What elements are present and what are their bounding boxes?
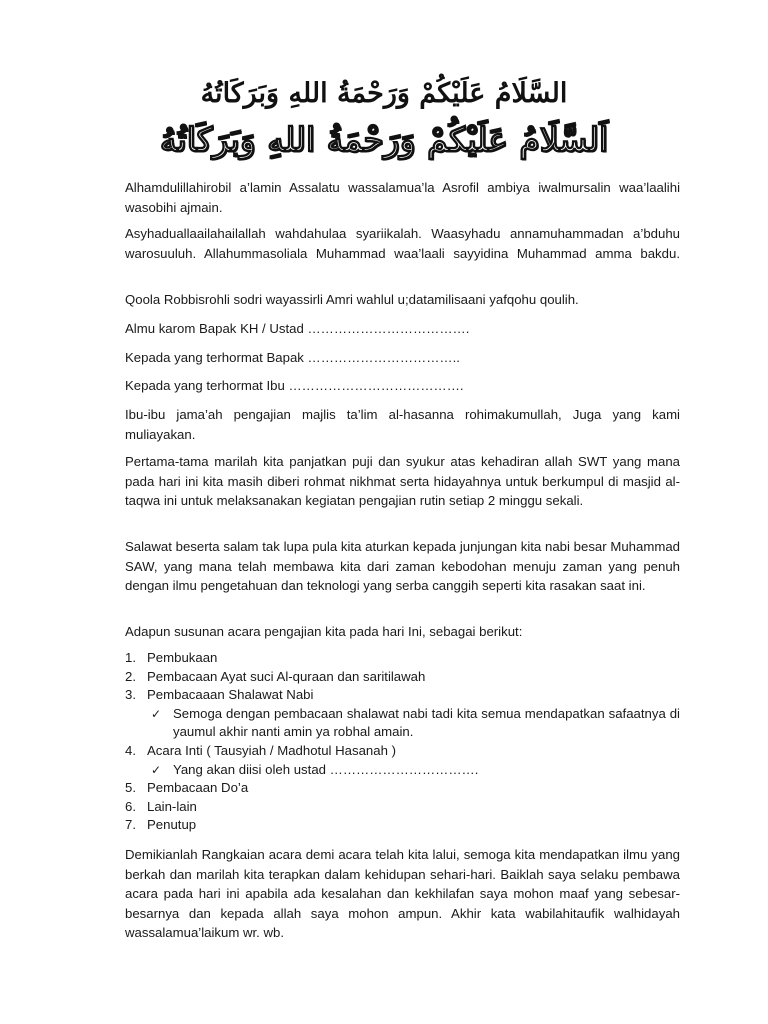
- list-item: [125, 686, 680, 705]
- paragraph-pertama: Pertama-tama marilah kita panjatkan puji dan syukur atas kehadiran allah SWT yang mana pada hari ini kita masih diberi rohmat nikhmat serta hidayahnya untuk berkumpul di masjid al-taqwa ini untuk melaksanakan kegiatan pengajian rutin setiap 2 minggu sekali.: [125, 454, 680, 509]
- list-item: [125, 816, 680, 835]
- item-number: 4.: [125, 742, 136, 758]
- paragraph-demikianlah: Demikianlah Rangkaian acara demi acara telah kita lalui, semoga kita mendapatkan ilmu yang berkah dan marilah kita terapkan dalam kehidupan sehari-hari. Baiklah saya selaku pembawa acara pada hari ini apabila ada kesalahan dan kekhilafan saya mohon maaf yang sebesar-besarnya dan kepada allah saya mohon ampun. Akhir kata wabilahitaufik walhidayah wassalamua’laikum wr. wb.: [125, 847, 680, 941]
- closing-paragraph: [125, 845, 680, 943]
- sub-list-item: [125, 705, 680, 742]
- arabic-greeting-line-1: السَّلَامُ عَلَيْكُمْ وَرَحْمَةُ اللهِ وَبَرَكَاتُهُ: [200, 78, 568, 109]
- item-number: 1.: [125, 650, 136, 665]
- list-item: [125, 798, 680, 817]
- paragraph-hamdalah: Alhamdulillahirobil a’lamin Assalatu wassalamua’la Asrofil ambiya iwalmursalin waa’laalihi wasobihi ajmain.: [125, 180, 680, 215]
- item-number: 2.: [125, 668, 136, 684]
- agenda-intro: [125, 622, 680, 642]
- list-item: [125, 742, 680, 761]
- item-text: Pembacaan Ayat suci Al-quraan dan saritilawah: [147, 668, 426, 684]
- paragraph-salawat: Salawat beserta salam tak lupa pula kita aturkan kepada junjungan kita nabi besar Muhammad SAW, yang mana telah membawa kita dari zaman kebodohan menuju zaman yang penuh dengan ilmu pengetahuan dan teknologi yang serba canggih seperti kita rasakan saat ini.: [125, 539, 680, 594]
- list-item: [125, 779, 680, 798]
- checkmark-icon: ✓: [151, 706, 162, 721]
- list-item: [125, 668, 680, 687]
- paragraph-syahadat: Asyhaduallaailahailallah wahdahulaa syariikalah. Waasyhadu annamuhammadan a’bduhu warosuuluh. Allahummasoliala Muhammad waa’laali sayyidina Muhammad amma bakdu.: [125, 226, 680, 261]
- salawat-paragraph: [125, 537, 680, 596]
- paragraph-jamaah: Ibu-ibu jama’ah pengajian majlis ta’lim al-hasanna rohimakumullah, Juga yang kami muliayakan.: [125, 407, 680, 442]
- paragraph-bapak: Kepada yang terhormat Bapak ……………………………..: [125, 350, 460, 365]
- paragraph-doa: Qoola Robbisrohli sodri wayassirli Amri wahlul u;datamilisaani yafqohu qoulih.: [125, 292, 579, 307]
- item-text: Lain-lain: [147, 798, 197, 814]
- salutation-ibu: [125, 376, 680, 396]
- salutation-bapak: [125, 348, 680, 368]
- arabic-greeting-line-2: اَلسَّلَامُ عَلَيْكُمْ وَرَحْمَةُ اللهِ وَبَرَكَاتُهُ: [159, 120, 609, 159]
- opening-paragraph: [125, 178, 680, 217]
- item-text: Penutup: [147, 817, 197, 833]
- item-text: Acara Inti ( Tausyiah / Madhotul Hasanah ): [147, 742, 396, 758]
- paragraph-adapun: Adapun susunan acara pengajian kita pada hari Ini, sebagai berikut:: [125, 624, 523, 639]
- paragraph-almukarom: Almu karom Bapak KH / Ustad ……………………………….: [125, 321, 470, 336]
- salutation-kh: [125, 319, 680, 339]
- item-text: Pembacaaan Shalawat Nabi: [147, 687, 314, 703]
- audience-paragraph: [125, 405, 680, 444]
- sub-item-text: Semoga dengan pembacaan shalawat nabi tadi kita semua mendapatkan safaatnya di yaumul akhir nanti amin ya robhal amain.: [173, 705, 680, 740]
- syahadat-paragraph: [125, 224, 680, 263]
- sub-item-text: Yang akan diisi oleh ustad …………………………….: [173, 761, 479, 777]
- sub-list-item: [125, 761, 680, 780]
- checkmark-icon: ✓: [151, 762, 162, 777]
- paragraph-ibu: Kepada yang terhormat Ibu ………………………………….: [125, 378, 464, 393]
- item-number: 7.: [125, 817, 136, 833]
- gratitude-paragraph: [125, 452, 680, 511]
- item-number: 3.: [125, 687, 136, 703]
- agenda-list: [125, 649, 680, 835]
- item-text: Pembukaan: [147, 650, 218, 665]
- item-number: 5.: [125, 780, 136, 796]
- prayer-paragraph: [125, 290, 680, 310]
- item-number: 6.: [125, 798, 136, 814]
- list-item: [125, 649, 680, 668]
- item-text: Pembacaan Do’a: [147, 780, 249, 796]
